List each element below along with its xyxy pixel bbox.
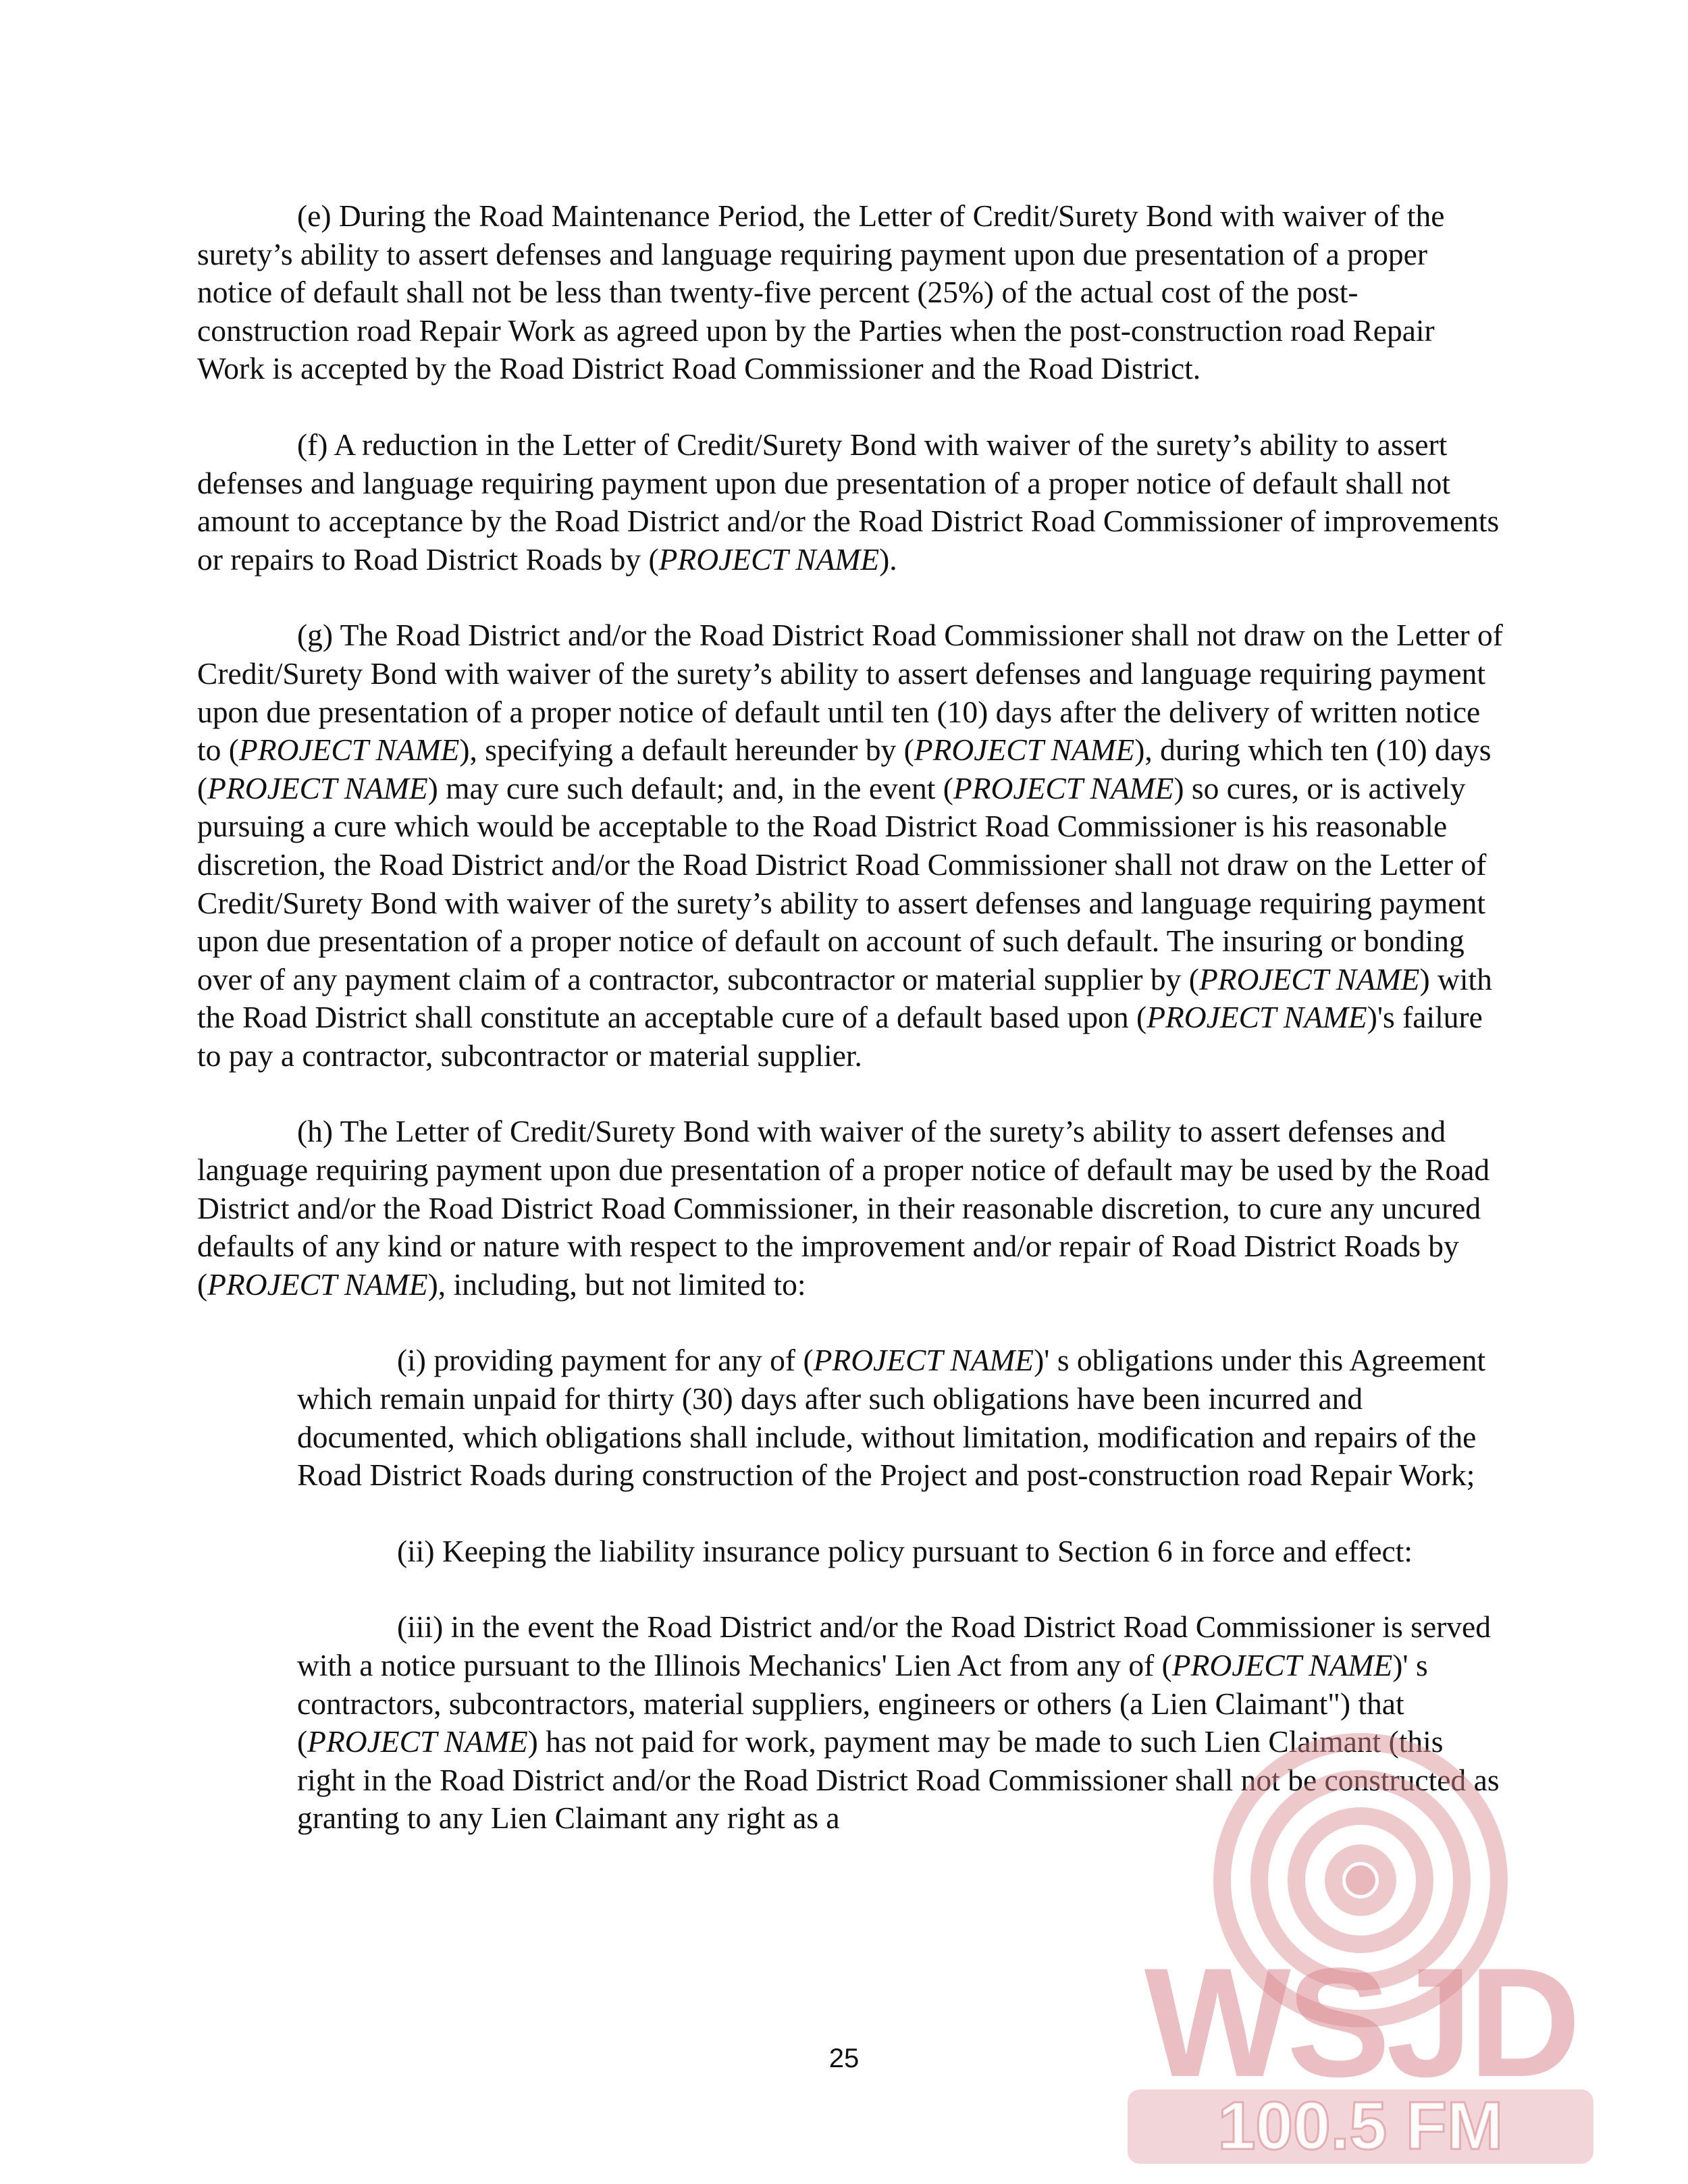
project-name-placeholder: PROJECT NAME — [238, 733, 460, 768]
paragraph-g-text: ) may cure such default; and, in the event ( — [427, 770, 953, 805]
project-name-placeholder: PROJECT NAME — [207, 1267, 428, 1302]
project-name-placeholder: PROJECT NAME — [207, 770, 428, 805]
project-name-placeholder: PROJECT NAME — [813, 1343, 1034, 1378]
paragraph-f-text: ). — [879, 541, 897, 577]
project-name-placeholder: PROJECT NAME — [1171, 1648, 1393, 1682]
paragraph-h — [197, 1113, 1504, 1304]
document-body — [197, 197, 1504, 1838]
project-name-placeholder: PROJECT NAME — [658, 541, 880, 577]
subparagraph-i-text: )' s obligations under this Agreement which remain unpaid for thirty (30) days after such obligations have been incurred and documented, which obligations shall include, without limitation, modification and repairs of the Road District Roads during construction of the Project and post-construction road Repair Work; — [297, 1343, 1486, 1493]
page-number: 25 — [828, 2044, 860, 2073]
project-name-placeholder: PROJECT NAME — [307, 1724, 528, 1759]
project-name-placeholder: PROJECT NAME — [914, 733, 1135, 768]
watermark-frequency-text: 100.5 FM — [1217, 2088, 1504, 2164]
paragraph-g-text: (g) The Road District and/or the Road District Road Commissioner shall not draw on the Letter of Credit/Surety Bond with waiver of the surety’s ability to assert defenses and language requiring payment upon due presentation of a proper notice of default until ten (10) days after the delivery of written notice to ( — [197, 618, 1503, 768]
paragraph-g-text: ) with the Road District shall constitute an acceptable cure of a default based upon ( — [197, 961, 1492, 1035]
paragraph-g-text: ), during which ten (10) days ( — [197, 733, 1492, 805]
paragraph-h-text: ), including, but not limited to: — [427, 1267, 806, 1302]
subparagraph-i-text: (i) providing payment for any of ( — [397, 1343, 814, 1378]
paragraph-g — [197, 616, 1504, 1075]
subparagraph-ii: (ii) Keeping the liability insurance policy pursuant to Section 6 in force and effect: — [397, 1533, 1413, 1568]
project-name-placeholder: PROJECT NAME — [953, 770, 1174, 805]
paragraph-e: (e) During the Road Maintenance Period, the Letter of Credit/Surety Bond with waiver of the surety’s ability to assert defenses and language requiring payment upon due presentation of a proper notice of default shall not be less than twenty-five percent (25%) of the actual cost of the post-construction road Repair Work as agreed upon by the Parties when the post-construction road Repair Work is accepted by the Road District Road Commissioner and the Road District. — [197, 198, 1445, 386]
paragraph-h-text: (h) The Letter of Credit/Surety Bond with waiver of the surety’s ability to assert defenses and language requiring payment upon due presentation of a proper notice of default may be used by the Road District and/or the Road District Road Commissioner, in their reasonable discretion, to cure any uncured defaults of any kind or nature with respect to the improvement and/or repair of Road District Roads by ( — [197, 1114, 1490, 1302]
paragraph-f-text: (f) A reduction in the Letter of Credit/Surety Bond with waiver of the surety’s ability to assert defenses and language requiring payment upon due presentation of a proper notice of default shall not amount to acceptance by the Road District and/or the Road District Road Commissioner of improvements or repairs to Road District Roads by ( — [197, 427, 1500, 577]
paragraph-f — [197, 426, 1504, 579]
paragraph-g-text: )'s failure to pay a contractor, subcontractor or material supplier. — [197, 1000, 1483, 1073]
subparagraph-iii-text: (iii) in the event the Road District and/or the Road District Road Commissioner is served with a notice pursuant to the Illinois Mechanics' Lien Act from any of ( — [297, 1609, 1492, 1682]
subparagraph-iii — [297, 1608, 1504, 1838]
subparagraph-iii-text: )' s contractors, subcontractors, material suppliers, engineers or others (a Lien Claimant") that ( — [297, 1648, 1428, 1759]
watermark-station-text: WSJD — [1144, 1936, 1577, 2109]
paragraph-g-text: ), specifying a default hereunder by ( — [459, 733, 914, 768]
paragraph-g-text: ) so cures, or is actively pursuing a cure which would be acceptable to the Road District Road Commissioner is his reasonable discretion, the Road District and/or the Road District Road Commissioner shall not draw on the Letter of Credit/Surety Bond with waiver of the surety’s ability to assert defenses and language requiring payment upon due presentation of a proper notice of default on account of such default. The insuring or bonding over of any payment claim of a contractor, subcontractor or material supplier by ( — [197, 770, 1487, 996]
broadcast-center-dot — [1346, 1865, 1375, 1895]
watermark-frequency-box — [1128, 2089, 1593, 2164]
subparagraph-i — [297, 1341, 1504, 1494]
project-name-placeholder: PROJECT NAME — [1198, 961, 1420, 996]
subparagraph-iii-text: ) has not paid for work, payment may be made to such Lien Claimant (this right in the Road District and/or the Road District Road Commissioner shall not be constructed as granting to any Lien Claimant any right as a — [297, 1724, 1500, 1836]
project-name-placeholder: PROJECT NAME — [1146, 1000, 1367, 1035]
